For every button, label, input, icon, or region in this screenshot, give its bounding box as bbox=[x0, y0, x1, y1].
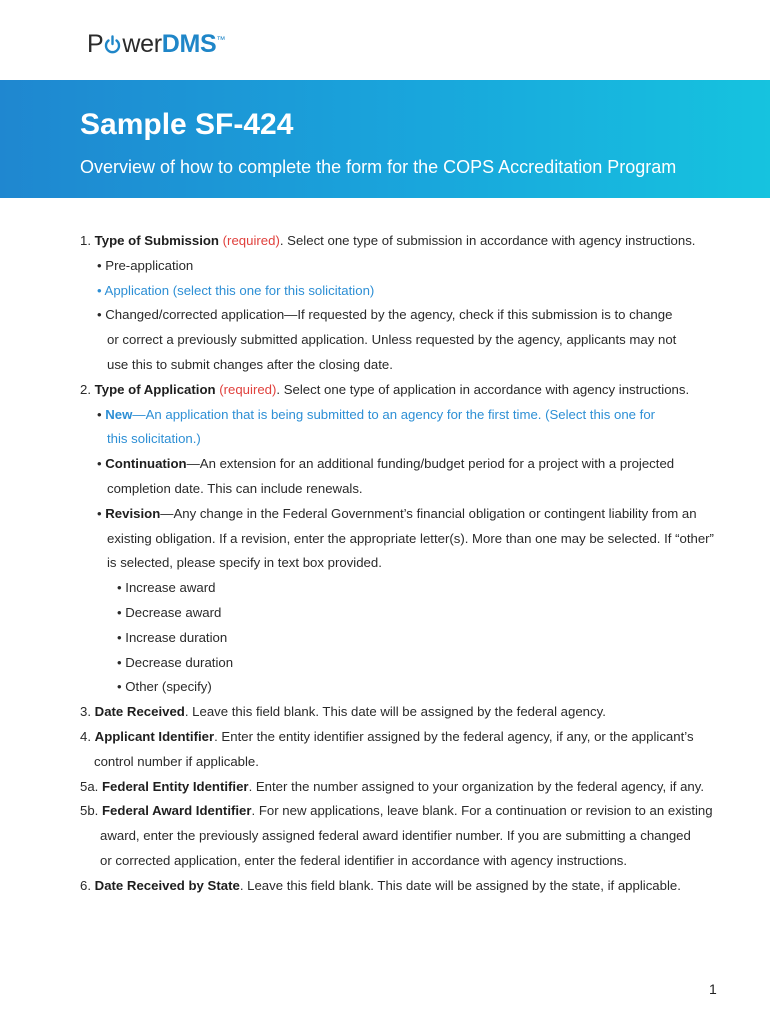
item-number: 6. bbox=[80, 877, 95, 893]
item-5b bbox=[0, 799, 770, 824]
item-label: Type of Submission bbox=[94, 233, 219, 248]
bullet: • bbox=[97, 406, 106, 422]
option-label: Revision bbox=[105, 505, 161, 521]
item-text: . Leave this field blank. This date will be assigned by the federal agency. bbox=[184, 704, 606, 720]
option-text: —An extension for an additional funding/budget period for a project with a projected bbox=[186, 456, 675, 472]
item-5b-cont: award, enter the previously assigned federal award identifier number. If you are submitting a changed bbox=[100, 828, 691, 844]
page-number: 1 bbox=[709, 981, 717, 997]
item-text: . Select one type of submission in accordance with agency instructions. bbox=[279, 233, 696, 248]
option-label: New bbox=[105, 406, 133, 422]
item-number: 1. bbox=[80, 233, 95, 248]
option-revision-cont: existing obligation. If a revision, enter the appropriate letter(s). More than one may be selected. If “other” bbox=[107, 530, 714, 546]
item-6 bbox=[0, 874, 770, 899]
sub-option-increase-award: • Increase award bbox=[117, 580, 216, 596]
option-changed-corrected-cont: or correct a previously submitted application. Unless requested by the agency, applicants may not bbox=[107, 332, 677, 348]
item-label: Federal Award Identifier bbox=[102, 803, 252, 819]
option-changed-corrected-cont: use this to submit changes after the closing date. bbox=[107, 356, 393, 372]
item-number: 5a. bbox=[80, 778, 102, 794]
required-tag: (required) bbox=[215, 381, 277, 397]
bullet: • bbox=[97, 505, 106, 521]
item-2 bbox=[0, 378, 770, 403]
item-number: 3. bbox=[80, 704, 95, 720]
item-text: . Enter the entity identifier assigned by the federal agency, if any, or the applicant’s bbox=[214, 728, 694, 744]
item-label: Type of Application bbox=[94, 381, 216, 397]
sub-option-increase-duration: • Increase duration bbox=[117, 629, 228, 645]
powerdms-logo bbox=[87, 30, 225, 59]
power-icon bbox=[104, 35, 121, 54]
item-3 bbox=[0, 700, 770, 725]
option-pre-application: • Pre-application bbox=[97, 257, 194, 273]
required-tag: (required) bbox=[219, 233, 280, 248]
item-text: . For new applications, leave blank. For a continuation or revision to an existing bbox=[251, 803, 713, 819]
item-5b-cont: or corrected application, enter the federal identifier in accordance with agency instructions. bbox=[100, 852, 628, 868]
option-changed-corrected: • Changed/corrected application—If requested by the agency, check if this submission is to change bbox=[97, 307, 673, 323]
page-subtitle: Overview of how to complete the form for the COPS Accreditation Program bbox=[80, 157, 677, 177]
item-text: . Leave this field blank. This date will be assigned by the state, if applicable. bbox=[239, 877, 681, 893]
option-new bbox=[0, 403, 770, 428]
item-4 bbox=[0, 725, 770, 750]
item-number: 4. bbox=[80, 728, 95, 744]
item-label: Date Received bbox=[94, 704, 185, 720]
item-1 bbox=[0, 229, 770, 254]
option-application: • Application (select this one for this solicitation) bbox=[97, 282, 375, 298]
option-continuation bbox=[0, 452, 770, 477]
item-text: . Select one type of application in accordance with agency instructions. bbox=[276, 381, 690, 397]
bullet: • bbox=[97, 456, 106, 472]
option-revision-cont: is selected, please specify in text box provided. bbox=[107, 555, 382, 571]
option-new-cont: this solicitation.) bbox=[107, 431, 201, 447]
sub-option-decrease-award: • Decrease award bbox=[117, 604, 222, 620]
option-label: Continuation bbox=[105, 456, 187, 472]
item-label: Applicant Identifier bbox=[94, 728, 215, 744]
option-continuation-cont: completion date. This can include renewals. bbox=[107, 480, 363, 496]
sub-option-other: • Other (specify) bbox=[117, 679, 212, 695]
sub-option-decrease-duration: • Decrease duration bbox=[117, 654, 234, 670]
logo-trademark: ™ bbox=[216, 34, 226, 45]
option-text: —Any change in the Federal Government’s financial obligation or contingent liability from an bbox=[160, 505, 697, 521]
page-title: Sample SF-424 bbox=[80, 108, 294, 141]
logo-text-p: P bbox=[87, 30, 104, 58]
item-label: Federal Entity Identifier bbox=[102, 778, 249, 794]
item-number: 2. bbox=[80, 381, 95, 397]
option-revision bbox=[0, 502, 770, 527]
item-4-cont: control number if applicable. bbox=[94, 753, 259, 769]
logo-text-wer: wer bbox=[122, 30, 162, 58]
header-banner bbox=[0, 80, 770, 198]
item-5a bbox=[0, 775, 770, 800]
logo-text-dms: DMS bbox=[161, 30, 217, 58]
option-text: —An application that is being submitted to an agency for the first time. (Select this one for bbox=[132, 406, 656, 422]
item-text: . Enter the number assigned to your organization by the federal agency, if any. bbox=[248, 778, 705, 794]
instructions-list bbox=[0, 229, 770, 899]
item-label: Date Received by State bbox=[94, 877, 240, 893]
item-number: 5b. bbox=[80, 803, 102, 819]
